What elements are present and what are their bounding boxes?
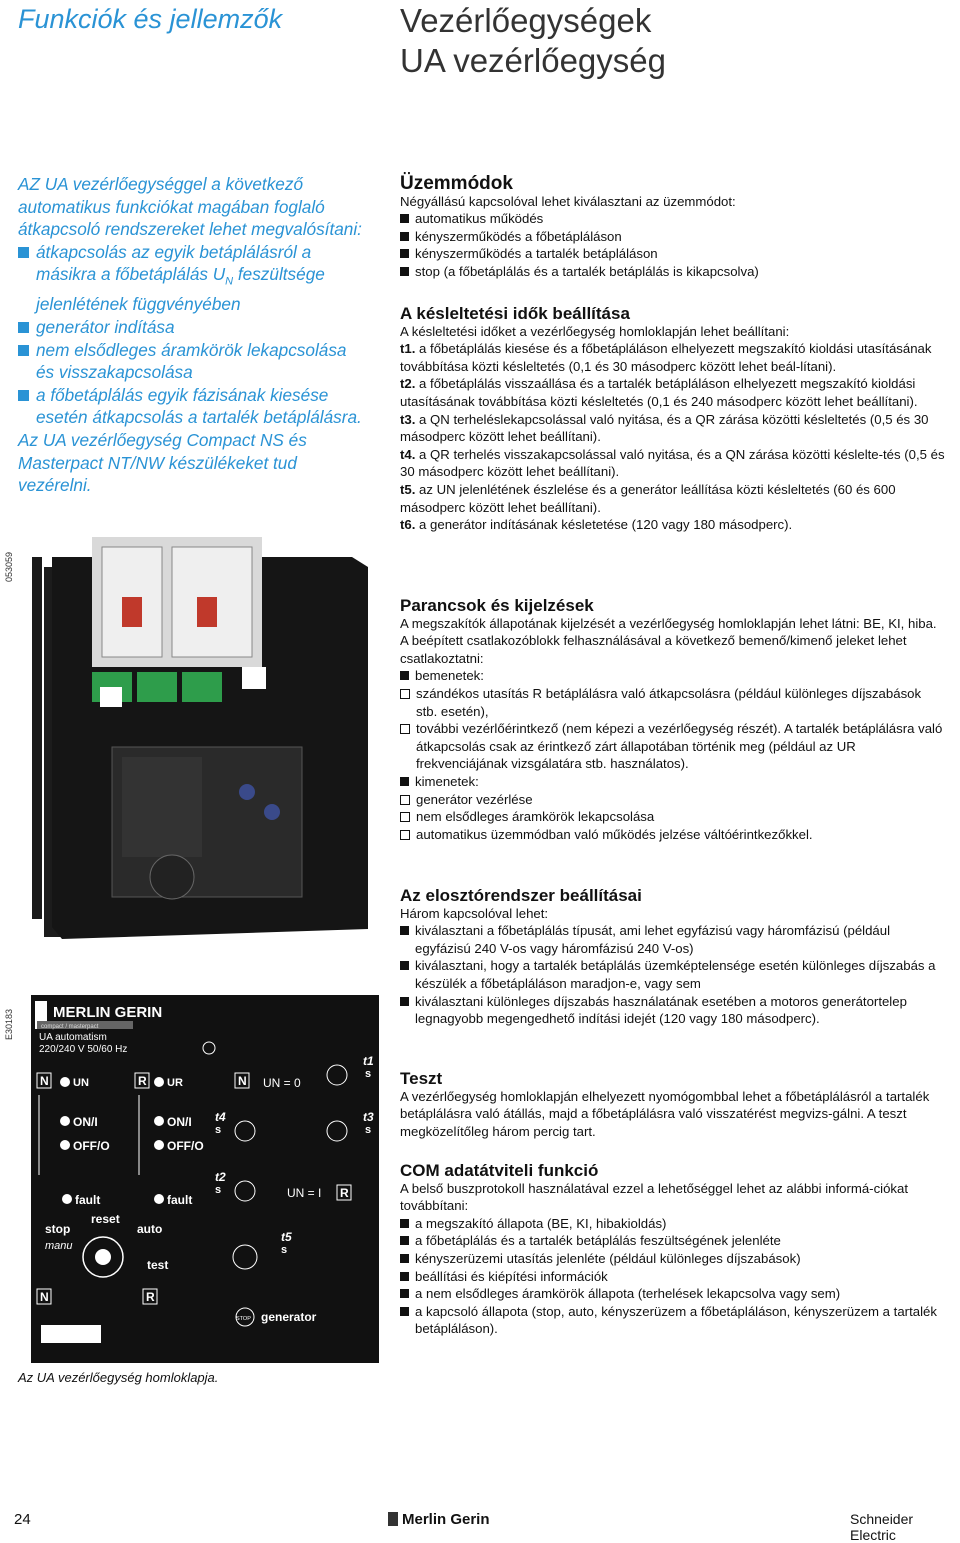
panel-un-0: UN = 0 [263,1076,301,1090]
bullet-square-icon [18,247,29,258]
list-item [400,808,945,826]
list-item [400,228,945,246]
section-title: Funkciók és jellemzők [18,4,283,34]
list-item-text: kiválasztani a főbetáplálás típusát, ami lehet egyfázisú vagy háromfázisú (például egyfázisú 240 V-os vagy háromfázisú 240 V-os) [415,923,891,956]
list-item [400,1250,945,1268]
list-item [400,957,945,992]
commands-p1: A megszakítók állapotának kijelzését a vezérlőegység homloklapján lehet látni: BE, KI, hiba. [400,615,937,631]
panel-line3: 220/240 V 50/60 Hz [39,1044,128,1055]
list-item [400,1232,945,1250]
panel-off-r: OFF/O [167,1139,204,1153]
list-item-text: kiválasztani különleges díjszabás használatának esetében a motoros generátortelep legnagyobb megengedhető indítási idejét (120 vagy 180 másodperc). [415,993,907,1027]
list-item [400,826,945,844]
bullet-open-square-icon [400,724,410,734]
panel-t5-s: s [281,1244,288,1256]
panel-t2-s: s [215,1184,222,1196]
panel-n-right: N [238,1074,247,1088]
panel-un: UN [73,1077,89,1089]
footer-brand-text: Merlin Gerin [402,1511,490,1528]
modes-section [400,175,945,281]
delay-t4 [400,446,945,481]
intro-lead: AZ UA vezérlőegységgel a következő automatikus funkciókat magában foglaló átkapcsoló rendszereket lehet megvalósítani: [18,174,362,240]
intro-bullet [18,316,368,339]
delay-t6 [400,516,945,534]
brand-logo-icon [388,1512,398,1526]
panel-stop-button: STOP [236,1316,251,1322]
list-item [400,1303,945,1338]
list-item-text: a főbetáplálás és a tartalék betáplálás feszültségének jelenléte [415,1233,781,1249]
list-item-text: a kapcsoló állapota (stop, auto, kényszerüzem a főbetápláláson, kényszerüzem a tartalék betápláláson). [415,1303,937,1337]
bullet-square-icon [400,232,409,241]
panel-generator: generator [261,1310,317,1324]
delay-text: a főbetáplálás visszaállása és a tartalék betápláláson elhelyezett megszakító kioldási utasításának továbbítása közti késleltetés (0,1 és 240 másodperc között lehet beállítani). [400,376,918,409]
list-item-text: szándékos utasítás R betáplálásra való átkapcsolásra (például különleges díjszabások stb. esetén), [416,685,922,719]
bullet-open-square-icon [400,812,410,822]
bullet-square-icon [400,997,409,1006]
list-item-text: nem elsődleges áramkörök lekapcsolása [416,809,655,825]
delay-t1 [400,340,945,375]
bullet-square-icon [400,777,409,786]
delay-text: a QR terhelés visszakapcsolással való nyitása, és a QN zárása közötti késlelte-tés (0,5 és 30 másodperc között lehet beállítani). [400,446,945,480]
list-item-text: bemenetek: [415,668,484,684]
delays-intro: A késleltetési időket a vezérlőegység homloklapján lehet beállítani: [400,323,790,339]
panel-r: R [138,1074,147,1088]
bullet-square-icon [400,249,409,258]
bullet-square-icon [400,1307,409,1316]
com-intro: A belső buszprotokoll használatával ezzel a lehetőséggel lehet az alábbi informá-ciókat továbbítani: [400,1180,909,1214]
delay-text: a QN terheléslekapcsolással való nyitása, és a QR zárása közötti késleltetés (0,5 és 30 másodperc között lehet beállítani). [400,411,929,445]
list-item [400,245,945,263]
panel-stop: stop [45,1222,71,1236]
list-item-text: kiválasztani, hogy a tartalék betáplálás üzemképtelensége esetén különleges díjszabás a készülék a főbetápláláson maradjon-e, vagy sem [415,958,936,991]
list-item-text: kényszerműködés a főbetápláláson [415,228,622,244]
modes-title: Üzemmódok [400,173,513,194]
list-item [400,1285,945,1303]
bullet-square-icon [400,671,409,680]
list-item-text: a megszakító állapota (BE, KI, hibakioldás) [415,1215,667,1231]
bullet-square-icon [400,1272,409,1281]
panel-t5: t5 [281,1230,292,1244]
list-item [400,720,945,773]
intro-bullet-text: a főbetáplálás egyik fázisának kiesése esetén átkapcsolás a tartalék betáplálásra. [36,384,362,428]
intro-bullet-text: generátor indítása [36,317,175,337]
list-item-text: beállítási és kiépítési információk [415,1268,608,1284]
delay-key: t3. [400,411,416,427]
delay-key: t5. [400,481,416,497]
bullet-square-icon [400,961,409,970]
bullet-open-square-icon [400,830,410,840]
panel-t4: t4 [215,1110,226,1124]
list-item [400,685,945,720]
delay-key: t1. [400,341,416,357]
network-title: Az elosztórendszer beállításai [400,886,642,905]
test-text: A vezérlőegység homloklapján elhelyezett nyomógombbal lehet a főbetáplálásról a tartalék betáplálásra való átállás, majd a főbetáplálásra való visszatérést megvizs-gálni. A teszt megközelítőleg három percig tart. [400,1088,930,1139]
panel-n-bottom: N [40,1290,49,1304]
list-item [400,263,945,281]
list-item [400,210,945,228]
panel-n: N [40,1074,49,1088]
intro-closing: Az UA vezérlőegység Compact NS és Masterpact NT/NW készülékeket tud vezérelni. [18,429,307,496]
list-item [400,667,945,685]
bullet-square-icon [18,390,29,401]
commands-p2: A beépített csatlakozóblokk felhasználásával a következő bemenő/kimenő jeleket lehet csatlakoztatni: [400,633,907,666]
bullet-open-square-icon [400,795,410,805]
page-title: Vezérlőegységek [400,2,652,39]
device-photo [32,537,368,939]
list-item [400,773,945,791]
panel-on-n: ON/I [73,1115,98,1129]
panel-ur: UR [167,1077,183,1089]
page-subtitle: UA vezérlőegység [400,42,666,79]
panel-reset: reset [91,1212,120,1226]
intro-block [18,173,368,497]
delay-t5 [400,481,945,516]
intro-bullet-tail: feszültsége jelenlétének függvényében [36,264,325,315]
delay-t3 [400,411,945,446]
list-item [400,922,945,957]
delay-key: t2. [400,376,416,392]
bullet-square-icon [18,322,29,333]
delay-t2 [400,375,945,410]
bullet-square-icon [400,214,409,223]
bullet-square-icon [400,267,409,276]
panel-on-r: ON/I [167,1115,192,1129]
panel-t3-s: s [365,1124,372,1136]
list-item-text: kényszerüzemi utasítás jelenléte (például különleges díjszabások) [415,1250,801,1266]
bullet-square-icon [400,1219,409,1228]
bullet-square-icon [400,1254,409,1263]
network-intro: Három kapcsolóval lehet: [400,905,549,921]
test-title: Teszt [400,1069,443,1088]
page-number: 24 [14,1511,31,1528]
panel-fault-r: fault [167,1193,193,1207]
delay-key: t4. [400,446,416,462]
panel-line2: UA automatism [39,1032,107,1043]
footer-brand [388,1511,490,1528]
photo-code: 053059 [4,551,14,582]
bullet-square-icon [18,345,29,356]
panel-manu: manu [45,1240,73,1252]
panel-line1: compact / masterpact [41,1024,99,1030]
panel-r-bottom: R [146,1290,155,1304]
panel-t1-s: s [365,1068,372,1080]
intro-bullet [18,384,368,429]
delay-text: a generátor indításának késletetése (120 vagy 180 másodperc). [415,517,793,533]
footer-company: Schneider Electric [850,1511,914,1543]
test-section [400,1070,945,1140]
intro-bullet [18,339,368,384]
delays-title: A késleltetési idők beállítása [400,304,630,323]
commands-title: Parancsok és kijelzések [400,596,594,615]
bullet-square-icon [400,1236,409,1245]
bullet-square-icon [400,926,409,935]
commands-section [400,597,945,843]
list-item [400,1215,945,1233]
bullet-square-icon [400,1289,409,1298]
panel-test: test [147,1258,169,1272]
panel-t4-s: s [215,1124,222,1136]
list-item-text: kimenetek: [415,773,479,789]
figure-caption: Az UA vezérlőegység homloklapja. [18,1370,219,1385]
intro-bullet-text: nem elsődleges áramkörök lekapcsolása és visszakapcsolása [36,339,347,383]
panel-off-n: OFF/O [73,1139,110,1153]
front-panel [31,995,379,1363]
panel-un-1: UN = I [287,1186,322,1200]
panel-brand: MERLIN GERIN [53,1004,163,1021]
modes-intro: Négyállású kapcsolóval lehet kiválasztani az üzemmódot: [400,193,736,209]
panel-r-right: R [340,1186,349,1200]
delay-text: az UN jelenlétének észlelése és a generátor leállítása közti késleltetés (60 és 600 másodperc között lehet beállítani). [400,481,896,515]
list-item-text: automatikus üzemmódban való működés jelzése váltóérintkezőkkel. [416,826,813,842]
panel-t2: t2 [215,1170,226,1184]
intro-bullet [18,241,368,316]
panel-auto: auto [137,1222,163,1236]
delay-text: a főbetáplálás kiesése és a főbetápláláson elhelyezett megszakító kioldási utasításának továbbítása közti késleltetés (0,1 és 30 másodperc között lehet beál-lítani). [400,341,932,374]
subscript: N [225,275,234,288]
bullet-open-square-icon [400,689,410,699]
com-section [400,1162,945,1338]
panel-t1: t1 [363,1054,374,1068]
list-item-text: kényszerműködés a tartalék betápláláson [415,246,658,262]
list-item-text: a nem elsődleges áramkörök állapota (terhelések lekapcsolva vagy sem) [415,1286,841,1302]
delay-key: t6. [400,517,416,533]
list-item [400,1268,945,1286]
panel-fault-n: fault [75,1193,101,1207]
network-section [400,887,945,1028]
delays-section [400,305,945,534]
list-item-text: stop (a főbetáplálás és a tartalék betáplálás is kikapcsolva) [415,263,759,279]
com-title: COM adatátviteli funkció [400,1161,599,1180]
list-item [400,791,945,809]
panel-t3: t3 [363,1110,374,1124]
list-item [400,993,945,1028]
intro-bullet-text: átkapcsolás az egyik betáplálásról a másikra a főbetáplálás U [36,241,312,285]
panel-code: E30183 [4,1008,14,1040]
list-item-text: automatikus működés [415,211,544,227]
list-item-text: generátor vezérlése [416,791,533,807]
list-item-text: további vezérlőérintkező (nem képezi a vezérlőegység részét). A tartalék betáplálásra való átkapcsolás csak az érintkező zárt állapotában történik meg (például az UR frekvenciájának vizsgálatára stb. használatos). [416,721,943,772]
